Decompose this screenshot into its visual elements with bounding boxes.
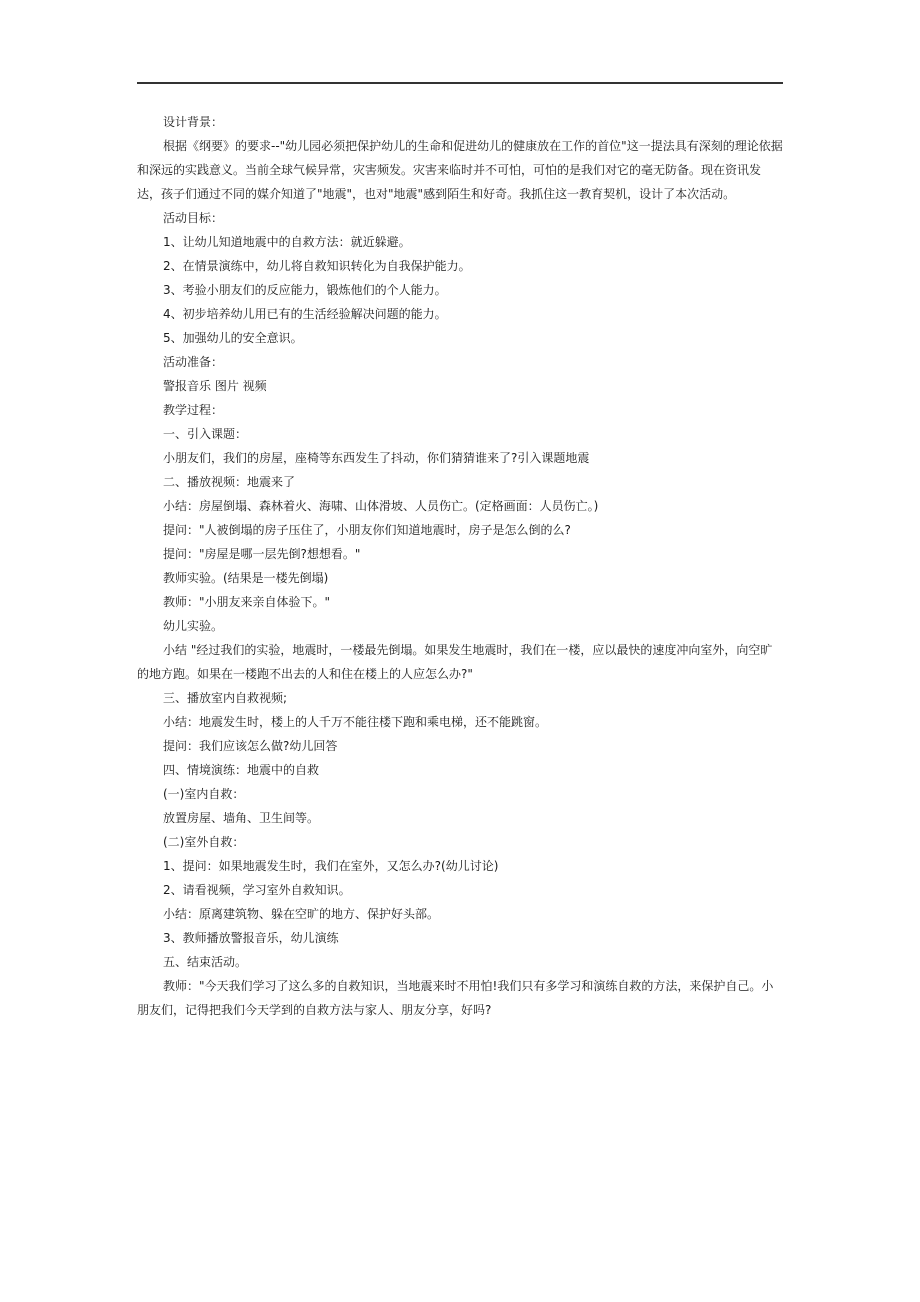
paragraph: 提问："房屋是哪一层先倒?想想看。" — [163, 547, 361, 561]
paragraph: 教学过程： — [163, 403, 224, 417]
paragraph: 3、教师播放警报音乐，幼儿演练 — [163, 931, 339, 945]
paragraph: 2、在情景演练中，幼儿将自救知识转化为自我保护能力。 — [163, 259, 471, 273]
paragraph: (一)室内自救： — [163, 787, 245, 801]
paragraph: 小结：房屋倒塌、森林着火、海啸、山体滑坡、人员伤亡。(定格画面：人员伤亡。) — [163, 499, 599, 513]
paragraph: 二、播放视频：地震来了 — [163, 475, 296, 489]
paragraph: 五、结束活动。 — [163, 955, 248, 969]
paragraph: 小结：原离建筑物、躲在空旷的地方、保护好头部。 — [163, 907, 440, 921]
header-rule — [137, 82, 783, 84]
paragraph: 1、提问：如果地震发生时，我们在室外，又怎么办?(幼儿讨论) — [163, 859, 499, 873]
paragraph: 教师："今天我们学习了这么多的自救知识，当地震来时不用怕!我们只有多学习和演练自救的方法，来保护自己。小朋友们，记得把我们今天学到的自救方法与家人、朋友分享，好吗? — [137, 979, 774, 1017]
paragraph: 活动准备： — [163, 355, 224, 369]
paragraph: 根据《纲要》的要求--"幼儿园必须把保护幼儿的生命和促进幼儿的健康放在工作的首位"这一提法具有深刻的理论依据和深远的实践意义。当前全球气候异常，灾害频发。灾害来临时并不可怕，可怕的是我们对它的毫无防备。现在资讯发达，孩子们通过不同的媒介知道了"地震"，也对"地震"感到陌生和好奇。我抓住这一教育契机，设计了本次活动。 — [137, 139, 783, 201]
paragraph: 设计背景： — [163, 115, 224, 129]
paragraph: 一、引入课题： — [163, 427, 248, 441]
paragraph: 1、让幼儿知道地震中的自救方法：就近躲避。 — [163, 235, 411, 249]
paragraph: 2、请看视频，学习室外自救知识。 — [163, 883, 351, 897]
paragraph: 小结 "经过我们的实验，地震时，一楼最先倒塌。如果发生地震时，我们在一楼，应以最快的速度冲向室外，向空旷的地方跑。如果在一楼跑不出去的人和住在楼上的人应怎么办?" — [137, 643, 773, 681]
paragraph: 3、考验小朋友们的反应能力，锻炼他们的个人能力。 — [163, 283, 447, 297]
paragraph: 放置房屋、墙角、卫生间等。 — [163, 811, 320, 825]
paragraph: 教师实验。(结果是一楼先倒塌) — [163, 571, 329, 585]
paragraph: (二)室外自救： — [163, 835, 245, 849]
paragraph: 教师："小朋友来亲自体验下。" — [163, 595, 331, 609]
paragraph: 四、情境演练：地震中的自救 — [163, 763, 320, 777]
paragraph: 三、播放室内自救视频; — [163, 691, 288, 705]
paragraph: 5、加强幼儿的安全意识。 — [163, 331, 303, 345]
document-body — [137, 110, 783, 1022]
paragraph: 幼儿实验。 — [163, 619, 224, 633]
paragraph: 提问："人被倒塌的房子压住了，小朋友你们知道地震时，房子是怎么倒的么? — [163, 523, 571, 537]
paragraph: 提问：我们应该怎么做?幼儿回答 — [163, 739, 338, 753]
paragraph: 小结：地震发生时，楼上的人千万不能往楼下跑和乘电梯，还不能跳窗。 — [163, 715, 548, 729]
paragraph: 警报音乐 图片 视频 — [163, 379, 267, 393]
paragraph: 4、初步培养幼儿用已有的生活经验解决问题的能力。 — [163, 307, 447, 321]
paragraph: 小朋友们，我们的房屋，座椅等东西发生了抖动，你们猜猜谁来了?引入课题地震 — [163, 451, 590, 465]
paragraph: 活动目标： — [163, 211, 224, 225]
